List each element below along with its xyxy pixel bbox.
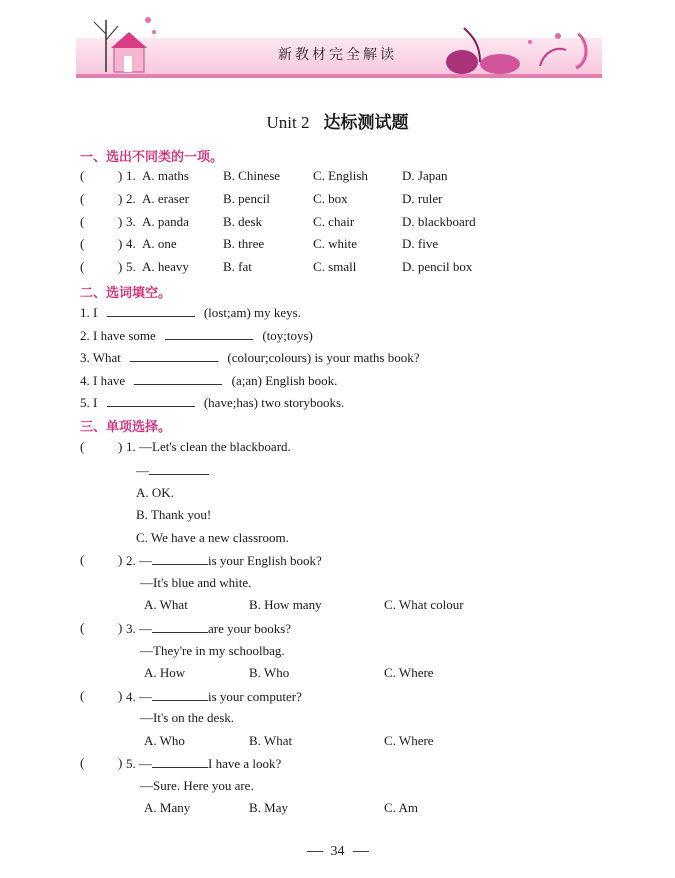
stem-end: is your computer? — [208, 689, 302, 704]
question-number: 5. — [126, 259, 136, 274]
sentence-start: 2. I have some — [80, 328, 156, 343]
answer-paren-close: ) — [118, 755, 123, 770]
reply-line: —They're in my schoolbag. — [140, 643, 285, 658]
word-hint: (toy;toys) — [262, 328, 313, 343]
option-c: C. We have a new classroom. — [136, 530, 289, 545]
page-number-text: 34 — [330, 844, 345, 859]
answer-paren-open: ( — [80, 236, 85, 251]
section3-heading: 三、单项选择。 — [80, 420, 172, 435]
mc-question — [80, 688, 480, 706]
answer-paren-open: ( — [80, 688, 85, 703]
question-stem — [126, 620, 291, 637]
option-d: D. pencil box — [402, 259, 473, 274]
sentence-end: my keys. — [254, 305, 301, 320]
answer-blank[interactable] — [130, 349, 218, 362]
question-stem — [126, 755, 281, 772]
answer-paren-open: ( — [80, 620, 85, 635]
stem-start: 3. — — [126, 621, 152, 636]
answer-paren-open: ( — [80, 755, 85, 770]
stem-start: 5. — — [126, 756, 152, 771]
sentence-end: English book. — [265, 373, 338, 388]
sentence-end: two storybooks. — [261, 395, 345, 410]
option-c: C. Where — [384, 665, 434, 680]
option-c: C. What colour — [384, 597, 464, 612]
option-b: B. fat — [223, 259, 252, 274]
option-a: A. Many — [144, 800, 191, 815]
choice-row — [80, 259, 600, 277]
choice-row — [80, 214, 600, 232]
answer-paren-open: ( — [80, 214, 85, 229]
option-a: A. How — [144, 665, 186, 680]
option-a: A. eraser — [142, 191, 189, 206]
option-b: B. Who — [249, 665, 290, 680]
option-d: D. Japan — [402, 168, 448, 183]
answer-blank[interactable] — [107, 304, 195, 317]
sentence-start: 1. I — [80, 305, 98, 320]
section1-heading: 一、选出不同类的一项。 — [80, 150, 224, 165]
option-d: D. ruler — [402, 191, 443, 206]
word-hint: (a;an) — [231, 373, 262, 388]
answer-paren-close: ) — [118, 620, 123, 635]
option-b: B. How many — [249, 597, 322, 612]
option-c: C. small — [313, 259, 357, 274]
answer-paren-close: ) — [118, 191, 123, 206]
answer-paren-close: ) — [118, 214, 123, 229]
question-number: 4. — [126, 236, 136, 251]
question-number: 1. — [126, 168, 136, 183]
reply-line — [136, 462, 209, 479]
answer-paren-open: ( — [80, 439, 85, 454]
mc-question — [80, 755, 480, 773]
fill-blank-row — [80, 349, 420, 366]
option-b: B. pencil — [223, 191, 270, 206]
sentence-start: 4. I have — [80, 373, 126, 388]
mc-question — [80, 620, 480, 638]
word-hint: (lost;am) — [203, 305, 251, 320]
reply-line: —It's blue and white. — [140, 575, 252, 590]
option-c: C. English — [313, 168, 368, 183]
option-a: A. panda — [142, 214, 189, 229]
fill-blank-row — [80, 394, 344, 411]
question-stem: 1. —Let's clean the blackboard. — [126, 439, 291, 454]
option-b: B. What — [249, 733, 293, 748]
reply-dash: — — [136, 463, 149, 478]
fill-blank-row — [80, 304, 301, 321]
answer-paren-open: ( — [80, 168, 85, 183]
answer-blank[interactable] — [107, 394, 195, 407]
page-header — [0, 0, 675, 80]
choice-row — [80, 168, 600, 186]
answer-blank[interactable] — [149, 462, 209, 475]
answer-paren-close: ) — [118, 688, 123, 703]
option-b: B. desk — [223, 214, 262, 229]
option-b: B. Chinese — [223, 168, 281, 183]
stem-start: 4. — — [126, 689, 152, 704]
word-hint: (have;has) — [203, 395, 258, 410]
stem-start: 2. — — [126, 553, 152, 568]
page-number — [0, 844, 675, 860]
section2-heading: 二、选词填空。 — [80, 286, 172, 301]
question-stem — [126, 552, 322, 569]
stem-end: is your English book? — [208, 553, 322, 568]
option-c: C. white — [313, 236, 358, 251]
reply-line: —It's on the desk. — [140, 710, 235, 725]
sentence-end: is your maths book? — [314, 350, 420, 365]
option-c: C. Am — [384, 800, 418, 815]
sentence-start: 5. I — [80, 395, 98, 410]
option-b: B. three — [223, 236, 265, 251]
option-a: A. Who — [144, 733, 185, 748]
house-tree-illustration-icon — [78, 10, 168, 76]
answer-blank[interactable] — [152, 755, 208, 768]
unit-title-text: 达标测试题 — [323, 113, 409, 133]
question-number: 2. — [126, 191, 136, 206]
page-title — [0, 108, 675, 133]
answer-blank[interactable] — [165, 327, 253, 340]
question-number: 3. — [126, 214, 136, 229]
option-b: B. May — [249, 800, 288, 815]
answer-blank[interactable] — [134, 372, 222, 385]
option-a: A. one — [142, 236, 177, 251]
answer-paren-close: ) — [118, 259, 123, 274]
answer-paren-close: ) — [118, 439, 123, 454]
answer-blank[interactable] — [152, 688, 208, 701]
choice-row — [80, 191, 600, 209]
fill-blank-row — [80, 372, 337, 389]
option-a: A. What — [144, 597, 188, 612]
option-d: D. five — [402, 236, 439, 251]
page-dash-left — [307, 851, 323, 852]
mc-question — [80, 552, 480, 570]
answer-paren-close: ) — [118, 552, 123, 567]
choice-row — [80, 236, 600, 254]
answer-paren-open: ( — [80, 191, 85, 206]
answer-blank[interactable] — [152, 552, 208, 565]
answer-paren-open: ( — [80, 259, 85, 274]
question-stem — [126, 688, 302, 705]
sentence-start: 3. What — [80, 350, 121, 365]
word-hint: (colour;colours) — [227, 350, 312, 365]
option-c: C. chair — [313, 214, 355, 229]
option-a: A. OK. — [136, 485, 174, 500]
stem-end: are your books? — [208, 621, 292, 636]
book-title: 新教材完全解读 — [278, 47, 397, 63]
answer-paren-open: ( — [80, 552, 85, 567]
answer-paren-close: ) — [118, 236, 123, 251]
reply-line: —Sure. Here you are. — [140, 778, 254, 793]
stem-end: I have a look? — [208, 756, 282, 771]
option-a: A. maths — [142, 168, 189, 183]
page-dash-right — [353, 851, 369, 852]
answer-paren-close: ) — [118, 168, 123, 183]
option-c: C. box — [313, 191, 348, 206]
option-c: C. Where — [384, 733, 434, 748]
mc-question — [80, 439, 480, 457]
option-a: A. heavy — [142, 259, 189, 274]
fill-blank-row — [80, 327, 313, 344]
option-d: D. blackboard — [402, 214, 476, 229]
answer-blank[interactable] — [152, 620, 208, 633]
option-b: B. Thank you! — [136, 507, 212, 522]
unit-number: Unit 2 — [266, 113, 310, 132]
